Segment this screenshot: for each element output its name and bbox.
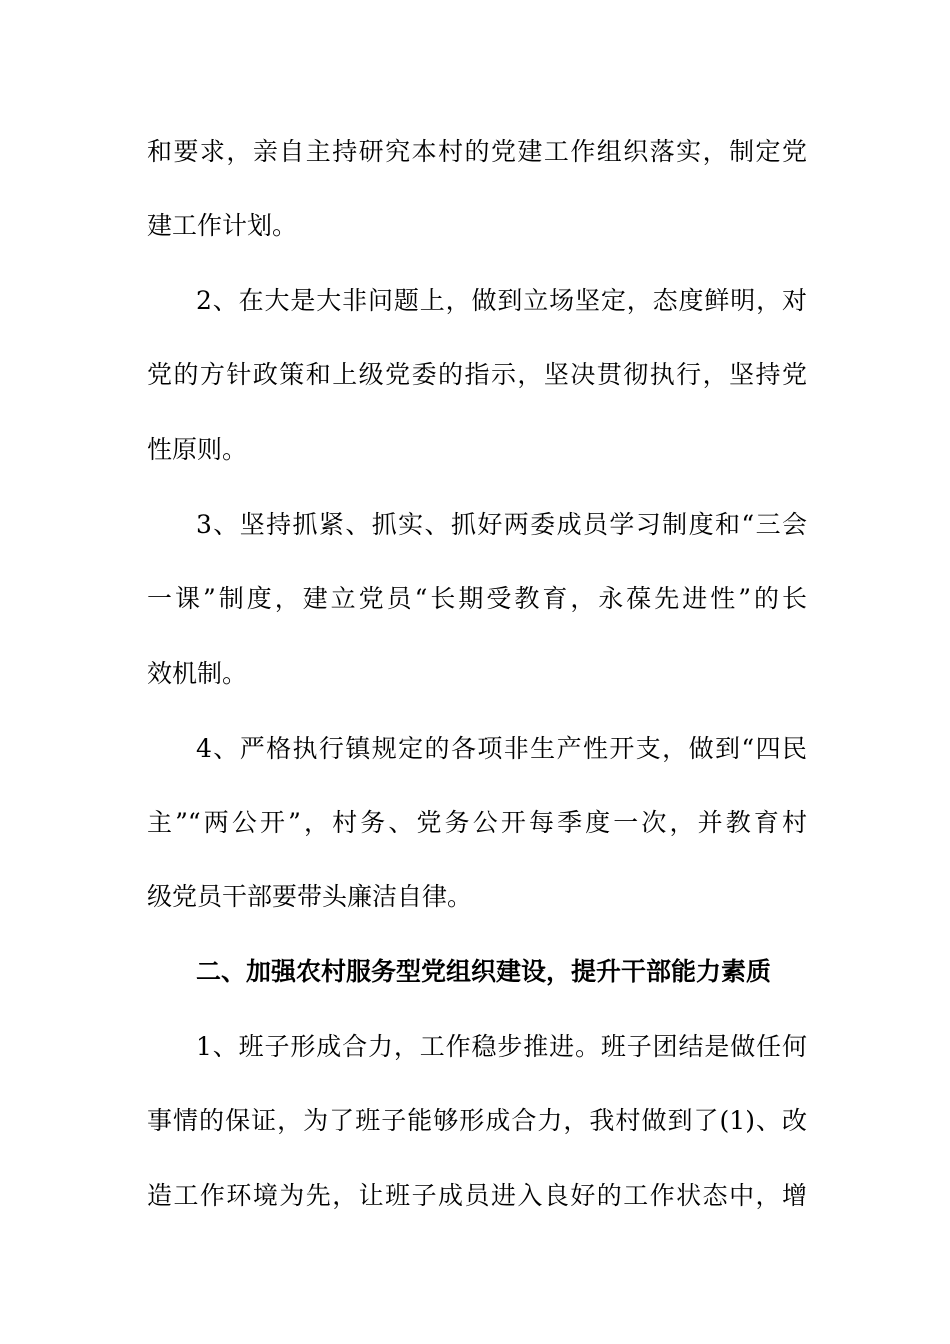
paragraph-line: 党的方针政策和上级党委的指示，坚决贯彻执行，坚持党: [147, 360, 807, 389]
list-item-2-line: 3、坚持抓紧、抓实、抓好两委成员学习制度和“三会: [196, 510, 807, 539]
paragraph-line: 级党员干部要带头廉洁自律。: [147, 882, 473, 911]
paragraph-line: 效机制。: [147, 659, 248, 688]
list-item-3-line: 4、严格执行镇规定的各项非生产性开支，做到“四民: [196, 734, 807, 763]
paragraph-line: 性原则。: [147, 435, 248, 464]
list-item-4-line: 1、班子形成合力，工作稳步推进。班子团结是做任何: [196, 1032, 807, 1061]
section-heading: 二、加强农村服务型党组织建设，提升干部能力素质: [196, 957, 772, 986]
paragraph-line: 建工作计划。: [147, 211, 298, 240]
paragraph-line: 事情的保证，为了班子能够形成合力，我村做到了(1)、改: [147, 1106, 807, 1135]
paragraph-line: 造工作环境为先，让班子成员进入良好的工作状态中，增: [147, 1181, 807, 1210]
list-item-1-line: 2、在大是大非问题上，做到立场坚定，态度鲜明，对: [196, 286, 807, 315]
paragraph-line: 和要求，亲自主持研究本村的党建工作组织落实，制定党: [147, 137, 807, 166]
paragraph-line: 一课”制度，建立党员“长期受教育，永葆先进性”的长: [147, 584, 807, 613]
paragraph-line: 主”“两公开”，村务、党务公开每季度一次，并教育村: [147, 808, 807, 837]
